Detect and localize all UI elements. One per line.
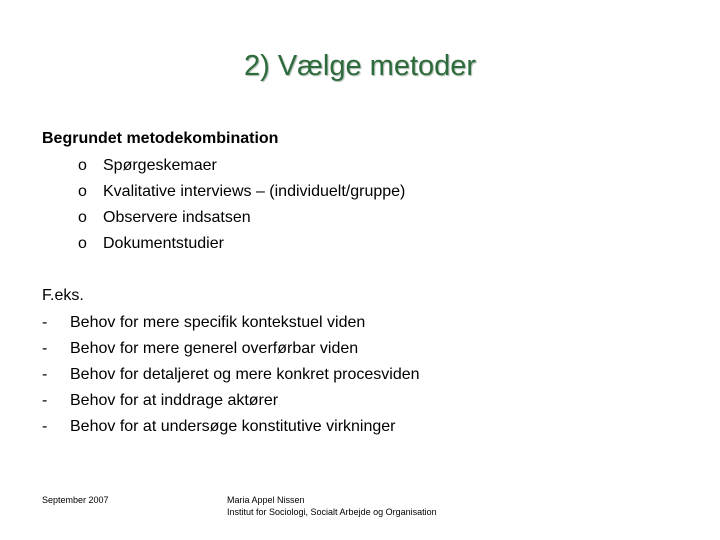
list-item-text: Dokumentstudier: [103, 235, 224, 252]
method-heading: Begrundet metodekombination: [42, 130, 279, 147]
bullet-marker: o: [78, 157, 87, 174]
list-item-text: Behov for mere generel overførbar viden: [70, 340, 359, 357]
dash-marker: -: [42, 366, 48, 383]
dash-marker: -: [42, 418, 48, 435]
bullet-marker: o: [78, 183, 87, 200]
bullet-marker: o: [78, 235, 87, 252]
list-item-text: Observere indsatsen: [103, 209, 251, 226]
list-item-text: Behov for at inddrage aktører: [70, 392, 279, 409]
footer-institute: Institut for Sociologi, Socialt Arbejde og Organisation: [227, 507, 437, 517]
list-item-text: Behov for detaljeret og mere konkret procesviden: [70, 366, 420, 383]
footer-date: September 2007: [42, 495, 109, 505]
list-item-text: Kvalitative interviews – (individuelt/gruppe): [103, 183, 406, 200]
footer-author: Maria Appel Nissen: [227, 495, 305, 505]
example-label: F.eks.: [42, 287, 84, 304]
list-item-text: Behov for mere specifik kontekstuel viden: [70, 314, 366, 331]
footer-author-block: [227, 494, 437, 518]
slide-title: 2) Vælge metoder: [243, 50, 477, 82]
dash-marker: -: [42, 314, 48, 331]
dash-marker: -: [42, 340, 48, 357]
dash-marker: -: [42, 392, 48, 409]
list-item-text: Behov for at undersøge konstitutive virkninger: [70, 418, 396, 435]
list-item-text: Spørgeskemaer: [103, 157, 217, 174]
bullet-marker: o: [78, 209, 87, 226]
